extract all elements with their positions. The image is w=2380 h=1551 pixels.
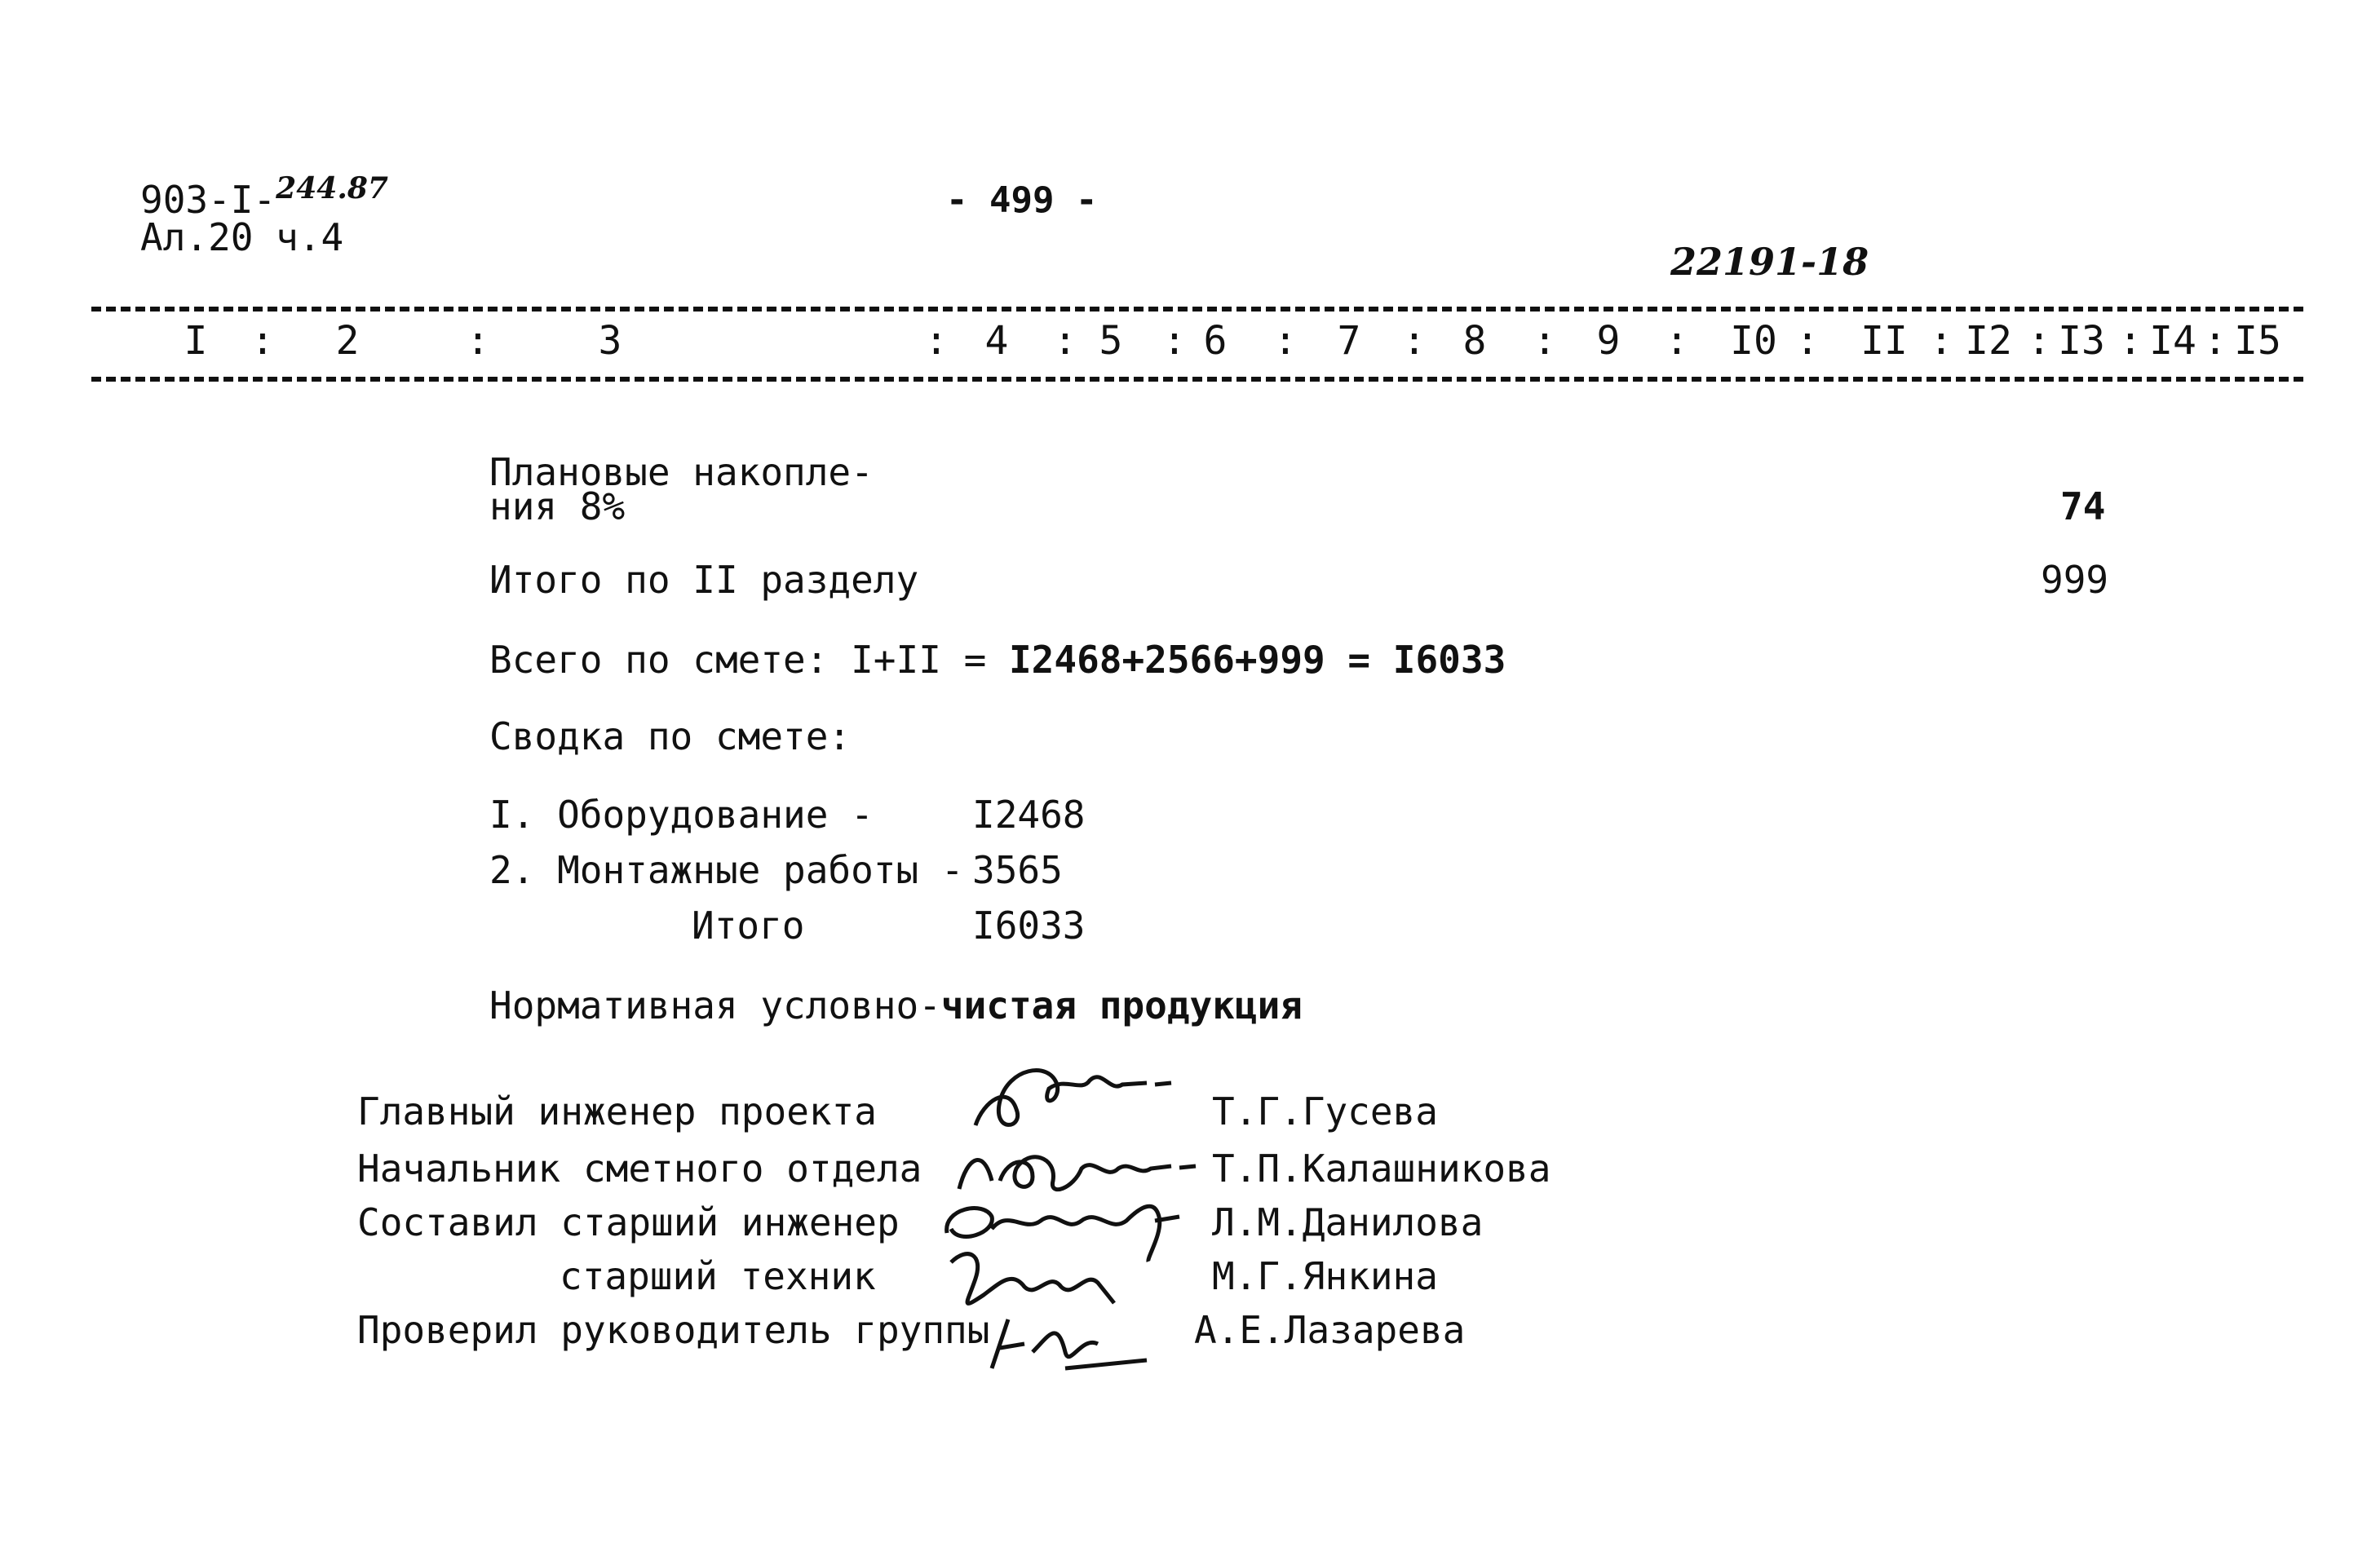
- column-separator: :: [2027, 318, 2051, 364]
- column-separator: :: [2118, 318, 2143, 364]
- column-number: I0: [1730, 318, 1777, 364]
- column-separator: :: [1929, 318, 1953, 364]
- handwritten-signature: [975, 1303, 1163, 1376]
- column-number: I4: [2149, 318, 2196, 364]
- section2-total-value: 999: [2041, 558, 2109, 602]
- column-separator: :: [1665, 318, 1689, 364]
- signature-role: Главный инженер проекта: [357, 1089, 877, 1133]
- doc-code-prefix: 903-I-: [140, 178, 276, 222]
- column-number: 9: [1596, 318, 1621, 364]
- column-separator: :: [2203, 318, 2227, 364]
- signature-name: Л.М.Данилова: [1212, 1200, 1484, 1244]
- column-number: I5: [2234, 318, 2281, 364]
- doc-code-handwritten: 244.87: [276, 171, 388, 205]
- column-number: 7: [1337, 318, 1361, 364]
- column-header-bottom-rule: [91, 377, 2303, 382]
- planned-savings-label-line1: Плановые накопле-: [489, 450, 874, 494]
- summary-item-value: I2468: [972, 793, 1086, 837]
- column-number: I2: [1965, 318, 2012, 364]
- column-separator: :: [1273, 318, 1298, 364]
- signature-role: Проверил руководитель группы: [357, 1308, 990, 1352]
- signature-role: Начальник сметного отдела: [357, 1147, 922, 1191]
- column-number: I3: [2058, 318, 2105, 364]
- column-number: 8: [1462, 318, 1487, 364]
- column-number: 6: [1203, 318, 1228, 364]
- summary-item-value: 3565: [972, 848, 1063, 892]
- grand-total-label: Всего по смете: I+II =: [489, 638, 987, 682]
- stamp-number: 22191-18: [1670, 240, 1869, 284]
- normative-product-label: Нормативная условно-: [489, 983, 941, 1027]
- column-number: 5: [1099, 318, 1123, 364]
- grand-total-formula: I2468+2566+999 = I6033: [1008, 638, 1506, 682]
- column-number: II: [1860, 318, 1908, 364]
- summary-total-value: I6033: [972, 904, 1086, 948]
- column-separator: :: [466, 318, 490, 364]
- signature-name: Т.Г.Гусева: [1212, 1089, 1438, 1133]
- column-separator: :: [250, 318, 275, 364]
- page-number: - 499 -: [946, 179, 1098, 221]
- column-number: I: [184, 318, 208, 364]
- signature-role: Составил старший инженер: [357, 1200, 900, 1244]
- album-reference: Ал.20 ч.4: [140, 215, 344, 259]
- planned-savings-label-line2: ния 8%: [489, 484, 626, 528]
- column-separator: :: [1533, 318, 1557, 364]
- signature-name: Т.П.Калашникова: [1212, 1147, 1551, 1191]
- summary-total-label: Итого: [692, 904, 805, 948]
- column-number: 3: [598, 318, 622, 364]
- summary-item-label: I. Оборудование -: [489, 793, 874, 837]
- section2-total-label: Итого по II разделу: [489, 558, 919, 602]
- signature-name: М.Г.Янкина: [1212, 1254, 1438, 1298]
- column-number: 2: [335, 318, 360, 364]
- column-number: 4: [984, 318, 1009, 364]
- signature-name: А.Е.Лазарева: [1194, 1308, 1466, 1352]
- column-separator: :: [1795, 318, 1820, 364]
- column-separator: :: [924, 318, 949, 364]
- summary-item-label: 2. Монтажные работы -: [489, 848, 964, 892]
- handwritten-signature: [959, 1052, 1204, 1142]
- column-separator: :: [1402, 318, 1427, 364]
- summary-title: Сводка по смете:: [489, 714, 852, 758]
- column-separator: :: [1053, 318, 1077, 364]
- planned-savings-value: 74: [2060, 484, 2106, 528]
- normative-product-label-bold: чистая продукция: [940, 983, 1303, 1027]
- signature-role: старший техник: [560, 1254, 876, 1298]
- column-separator: :: [1162, 318, 1187, 364]
- column-header-top-rule: [91, 307, 2303, 312]
